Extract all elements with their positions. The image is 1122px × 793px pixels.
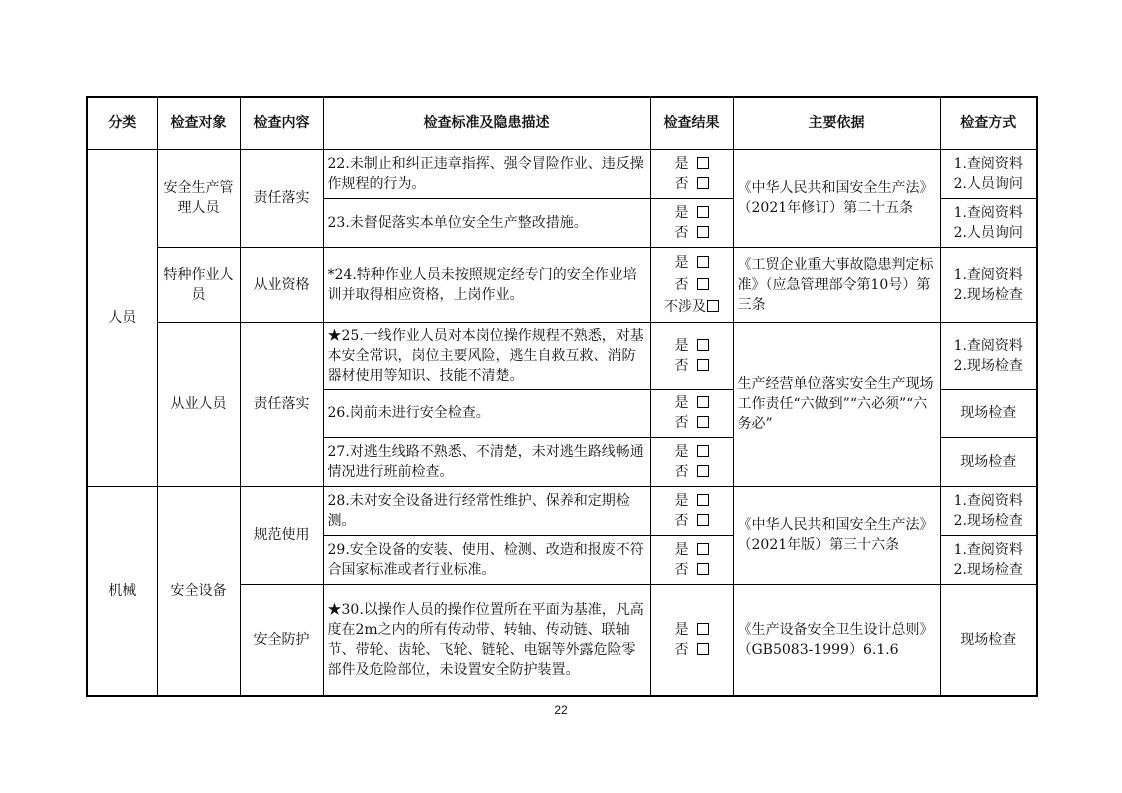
method-25	[940, 322, 1037, 389]
option-na: 不涉及	[664, 298, 706, 315]
content-protection: 安全防护	[240, 584, 323, 696]
method-line: 2.现场检查	[953, 512, 1023, 529]
inspection-table	[86, 96, 1038, 697]
result-29	[650, 535, 733, 584]
header-object: 检查对象	[157, 97, 240, 149]
yes-checkbox[interactable]	[697, 157, 709, 169]
object-worker: 从业人员	[157, 322, 240, 486]
option-yes: 是	[674, 443, 689, 460]
standard-item-25: ★25.一线作业人员对本岗位操作规程不熟悉，对基本安全常识，岗位主要风险，逃生自救互救、消防器材使用等知识、技能不清楚。	[323, 322, 650, 389]
na-checkbox[interactable]	[707, 300, 719, 312]
yes-checkbox[interactable]	[697, 396, 709, 408]
object-safety-manager: 安全生产管理人员	[157, 149, 240, 247]
result-23	[650, 198, 733, 247]
object-special-worker: 特种作业人员	[157, 247, 240, 322]
option-no: 否	[674, 561, 689, 578]
method-26: 现场检查	[940, 389, 1037, 437]
method-line: 1.查阅资料	[953, 204, 1023, 221]
no-checkbox[interactable]	[697, 643, 709, 655]
no-checkbox[interactable]	[697, 359, 709, 371]
content-responsibility: 责任落实	[240, 149, 323, 247]
yes-checkbox[interactable]	[697, 256, 709, 268]
result-30	[650, 584, 733, 696]
result-28	[650, 486, 733, 535]
standard-item-30: ★30.以操作人员的操作位置所在平面为基准，凡高度在2m之内的所有传动带、转轴、传动链、联轴节、带轮、齿轮、飞轮、链轮、电锯等外露危险零部件及危险部位，未设置安全防护装置。	[323, 584, 650, 696]
category-personnel: 人员	[87, 149, 157, 486]
method-23	[940, 198, 1037, 247]
result-24	[650, 247, 733, 322]
no-checkbox[interactable]	[697, 465, 709, 477]
standard-item-23: 23.未督促落实本单位安全生产整改措施。	[323, 198, 650, 247]
method-line: 2.现场检查	[953, 357, 1023, 374]
basis-hazard-standard: 《工贸企业重大事故隐患判定标准》（应急管理部令第10号）第三条	[733, 247, 940, 322]
option-no: 否	[674, 224, 689, 241]
method-24	[940, 247, 1037, 322]
object-safety-equipment: 安全设备	[157, 486, 240, 696]
option-no: 否	[674, 512, 689, 529]
table-row	[87, 322, 1037, 389]
yes-checkbox[interactable]	[697, 339, 709, 351]
option-no: 否	[674, 641, 689, 658]
method-line: 1.查阅资料	[953, 155, 1023, 172]
page-number: 22	[554, 703, 568, 717]
method-28	[940, 486, 1037, 535]
standard-item-28: 28.未对安全设备进行经常性维护、保养和定期检测。	[323, 486, 650, 535]
method-22	[940, 149, 1037, 198]
option-yes: 是	[674, 204, 689, 221]
result-25	[650, 322, 733, 389]
header-content: 检查内容	[240, 97, 323, 149]
option-yes: 是	[674, 621, 689, 638]
basis-six-requirements: 生产经营单位落实安全生产现场工作责任“六做到”“六必须”“六务必”	[733, 322, 940, 486]
table-row	[87, 486, 1037, 535]
no-checkbox[interactable]	[697, 226, 709, 238]
option-yes: 是	[674, 254, 689, 271]
category-machinery: 机械	[87, 486, 157, 696]
method-27: 现场检查	[940, 437, 1037, 486]
result-26	[650, 389, 733, 437]
method-line: 2.现场检查	[953, 561, 1023, 578]
no-checkbox[interactable]	[697, 563, 709, 575]
option-no: 否	[674, 357, 689, 374]
header-standard: 检查标准及隐患描述	[323, 97, 650, 149]
method-line: 2.人员询问	[953, 224, 1023, 241]
option-yes: 是	[674, 395, 689, 411]
no-checkbox[interactable]	[697, 416, 709, 428]
table-row	[87, 149, 1037, 198]
standard-item-29: 29.安全设备的安装、使用、检测、改造和报废不符合国家标准或者行业标准。	[323, 535, 650, 584]
header-method: 检查方式	[940, 97, 1037, 149]
method-29	[940, 535, 1037, 584]
method-line: 2.人员询问	[953, 175, 1023, 192]
no-checkbox[interactable]	[697, 278, 709, 290]
result-27	[650, 437, 733, 486]
standard-item-22: 22.未制止和纠正违章指挥、强令冒险作业、违反操作规程的行为。	[323, 149, 650, 198]
basis-gb5083: 《生产设备安全卫生设计总则》（GB5083-1999）6.1.6	[733, 584, 940, 696]
content-standard-use: 规范使用	[240, 486, 323, 584]
option-yes: 是	[674, 541, 689, 558]
yes-checkbox[interactable]	[697, 623, 709, 635]
header-basis: 主要依据	[733, 97, 940, 149]
option-yes: 是	[674, 337, 689, 354]
table-row	[87, 247, 1037, 322]
option-yes: 是	[674, 492, 689, 509]
yes-checkbox[interactable]	[697, 543, 709, 555]
content-qualification: 从业资格	[240, 247, 323, 322]
basis-safety-law-25: 《中华人民共和国安全生产法》（2021年修订）第二十五条	[733, 149, 940, 247]
option-no: 否	[674, 175, 689, 192]
basis-safety-law-36: 《中华人民共和国安全生产法》（2021年版）第三十六条	[733, 486, 940, 584]
standard-item-26: 26.岗前未进行安全检查。	[323, 389, 650, 437]
yes-checkbox[interactable]	[697, 206, 709, 218]
header-row	[87, 97, 1037, 149]
no-checkbox[interactable]	[697, 514, 709, 526]
method-line: 2.现场检查	[953, 286, 1023, 303]
option-no: 否	[674, 276, 689, 293]
no-checkbox[interactable]	[697, 177, 709, 189]
method-line: 1.查阅资料	[953, 492, 1023, 509]
result-22	[650, 149, 733, 198]
standard-item-24: *24.特种作业人员未按照规定经专门的安全作业培训并取得相应资格，上岗作业。	[323, 247, 650, 322]
content-responsibility-2: 责任落实	[240, 322, 323, 486]
option-yes: 是	[674, 155, 689, 172]
option-no: 否	[674, 415, 689, 431]
header-result: 检查结果	[650, 97, 733, 149]
option-no: 否	[674, 463, 689, 480]
yes-checkbox[interactable]	[697, 494, 709, 506]
method-30: 现场检查	[940, 584, 1037, 696]
yes-checkbox[interactable]	[697, 445, 709, 457]
header-category: 分类	[87, 97, 157, 149]
method-line: 1.查阅资料	[953, 541, 1023, 558]
standard-item-27: 27.对逃生线路不熟悉、不清楚，未对逃生路线畅通情况进行班前检查。	[323, 437, 650, 486]
method-line: 1.查阅资料	[953, 266, 1023, 283]
method-line: 1.查阅资料	[953, 337, 1023, 354]
